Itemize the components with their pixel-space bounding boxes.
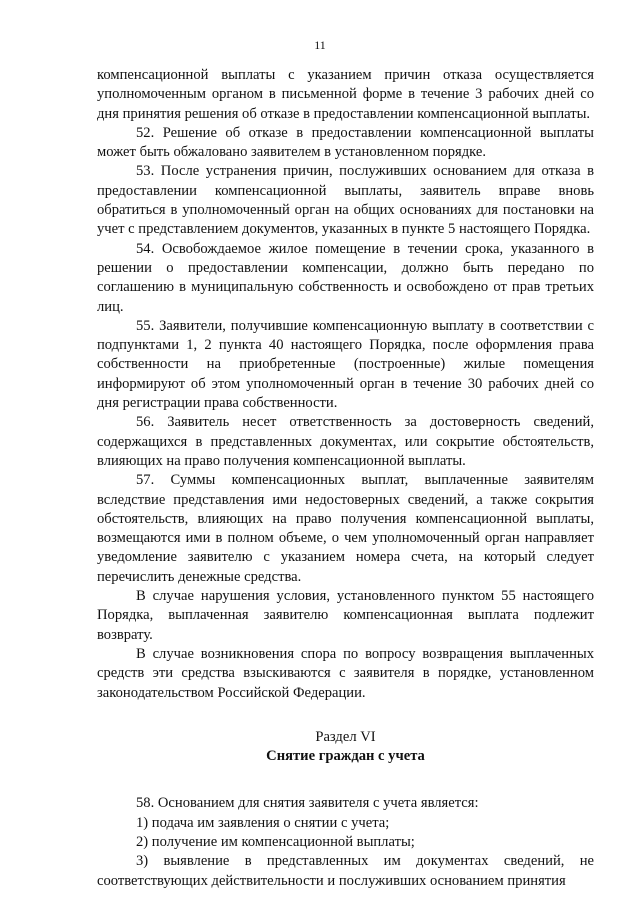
section-title: Снятие граждан с учета: [266, 748, 425, 765]
paragraph-52: 52. Решение об отказе в предоставлении компенсационной выплаты может быть обжаловано заявителем в установленном порядке.: [97, 124, 594, 161]
list-item: 2) получение им компенсационной выплаты;: [136, 833, 415, 850]
paragraph-53: 53. После устранения причин, послуживших основанием для отказа в предоставлении компенсационной выплаты, заявитель вправе вновь обратиться в уполномоченный орган на общих основаниях для постановки на учет с представлением документов, указанных в пункте 5 настоящего Порядка.: [97, 163, 594, 238]
paragraph-continuation: компенсационной выплаты с указанием причин отказа осуществляется уполномоченным органом в письменной форме в течение 3 рабочих дней со дня принятия решения об отказе в предоставлении компенсационной выплаты.: [97, 67, 594, 122]
paragraph-55: 55. Заявители, получившие компенсационную выплату в соответствии с подпунктами 1, 2 пункта 40 настоящего Порядка, после оформления права собственности на приобретенные (построенные) жилые помещения информируют об этом уполномоченный орган в течение 30 рабочих дней со дня регистрации права собственности.: [97, 317, 594, 412]
section-number: Раздел VI: [315, 728, 376, 745]
list-item: 3) выявление в представленных им документах сведений, не соответствующих действительности и послуживших основанием принятия: [97, 853, 594, 889]
page-number: 11: [314, 38, 326, 52]
paragraph-56: 56. Заявитель несет ответственность за достоверность сведений, содержащихся в представленных документах, или сокрытие обстоятельств, влияющих на право получения компенсационной выплаты.: [97, 414, 594, 469]
paragraph-54: 54. Освобождаемое жилое помещение в течении срока, указанного в решении о предоставлении компенсации, должно быть передано по соглашению в муниципальную собственность и освобождено от прав третьих лиц.: [97, 240, 594, 315]
paragraph-57: 57. Суммы компенсационных выплат, выплаченные заявителям вследствие представления ими недостоверных сведений, а также сокрытия обстоятельств, влияющих на право получения компенсационной выплаты, возмещаются ими в полном объеме, о чем уполномоченный орган направляет уведомление заявителю с указанием номера счета, на который следует перечислить денежные средства.: [97, 472, 594, 585]
paragraph-57-violation: В случае нарушения условия, установленного пунктом 55 настоящего Порядка, выплаченная заявителю компенсационная выплата подлежит возврату.: [97, 588, 594, 643]
list-item: 1) подача им заявления о снятии с учета;: [136, 814, 390, 831]
document-body: [97, 66, 594, 891]
paragraph-57-dispute: В случае возникновения спора по вопросу возвращения выплаченных средств эти средства взыскиваются с заявителя в порядке, установленном законодательством Российской Федерации.: [97, 645, 594, 701]
paragraph-58: 58. Основанием для снятия заявителя с учета является:: [136, 795, 479, 812]
